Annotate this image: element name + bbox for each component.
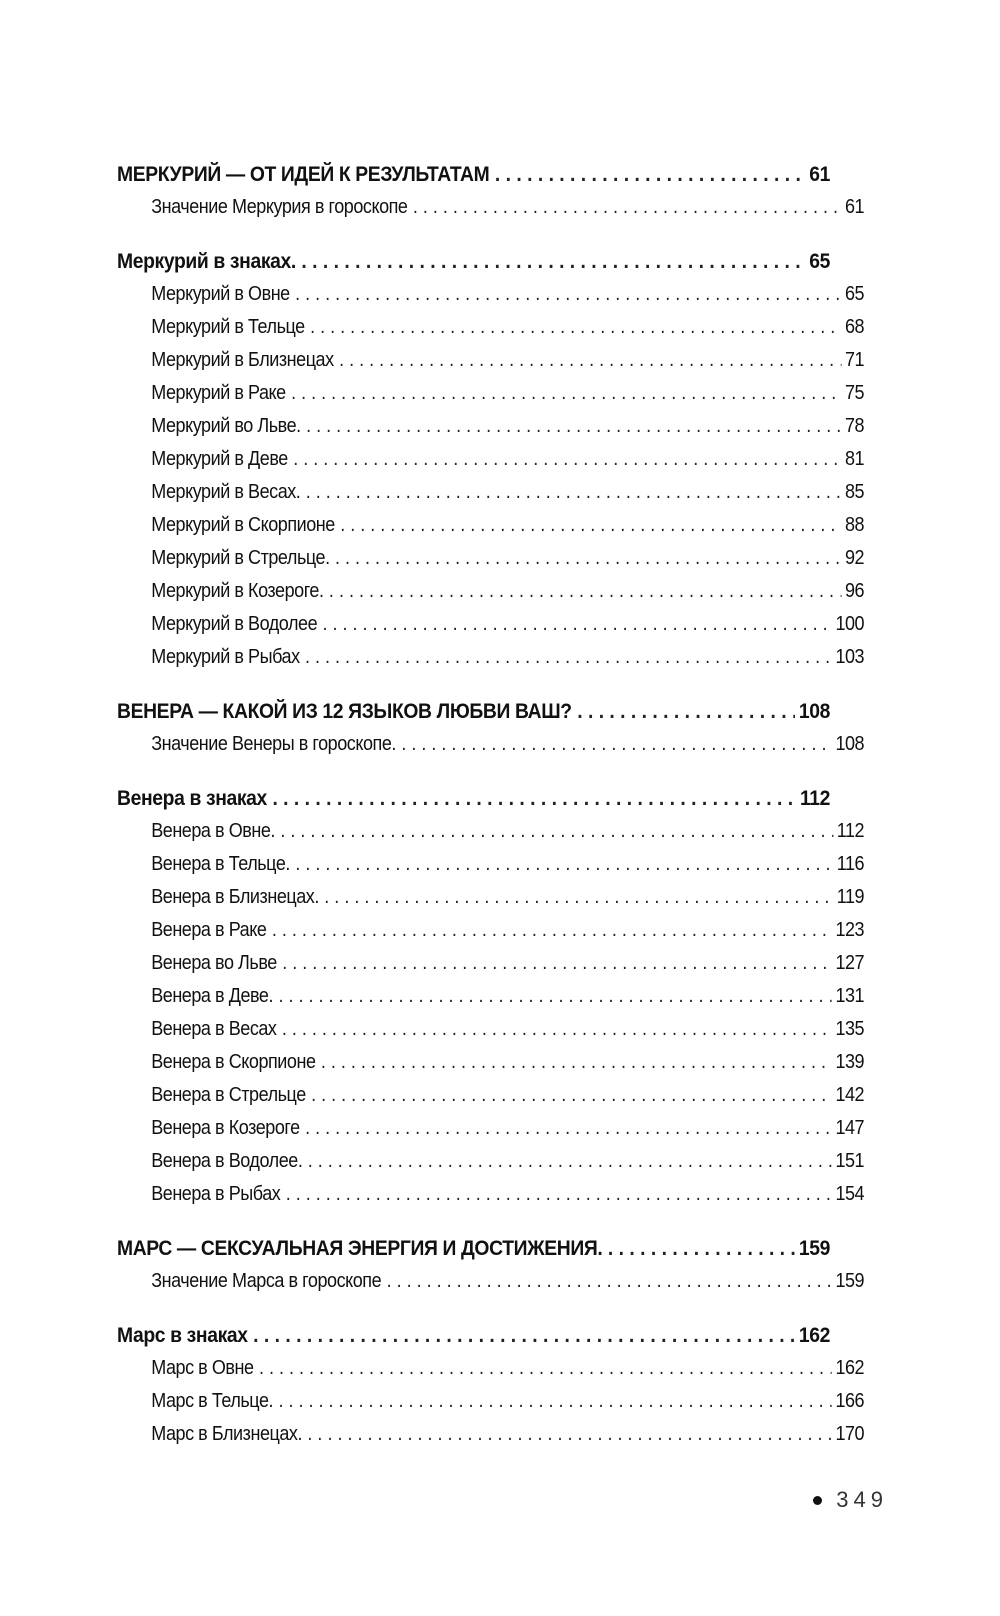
toc-item-page: 71 [845, 349, 865, 371]
toc-item-title: Значение Марса в гороскопе [151, 1270, 382, 1292]
toc-item [117, 278, 864, 311]
toc-item-title: Меркурий в Рыбах [151, 646, 300, 668]
dot-leader [278, 980, 831, 1013]
toc-item [117, 608, 864, 641]
toc-section [117, 1232, 865, 1298]
toc-item-page: 162 [835, 1357, 865, 1379]
dot-leader [282, 1013, 832, 1046]
dot-leader [329, 575, 841, 608]
toc-item-page: 85 [845, 481, 865, 503]
toc-item-title: Венера в Тельце. [151, 853, 290, 875]
toc-item-title: Венера во Льве [151, 952, 277, 974]
dot-leader [608, 1232, 795, 1265]
toc-item-title: Венера в Водолее. [151, 1150, 303, 1172]
toc-item [117, 1178, 864, 1211]
toc-item-page: 119 [836, 886, 865, 908]
toc-heading-title: МЕРКУРИЙ — ОТ ИДЕЙ К РЕЗУЛЬТАТАМ [117, 163, 490, 186]
toc-item-page: 151 [835, 1150, 865, 1172]
toc-item [117, 728, 864, 761]
toc-item [117, 1385, 864, 1418]
toc-section [117, 782, 865, 1211]
toc-item [117, 509, 864, 542]
toc-section [117, 695, 865, 761]
page-number [813, 1487, 888, 1513]
dot-leader [495, 158, 806, 191]
toc-item-title: Венера в Деве. [151, 985, 274, 1007]
toc-item [117, 410, 864, 443]
dot-leader [293, 443, 841, 476]
dot-leader [321, 1046, 832, 1079]
dot-leader [286, 1178, 832, 1211]
toc-item-page: 78 [845, 415, 865, 437]
toc-heading-title: ВЕНЕРА — КАКОЙ ИЗ 12 ЯЗЫКОВ ЛЮБВИ ВАШ? [117, 700, 572, 723]
toc-heading [117, 782, 830, 815]
toc-item-title: Венера в Близнецах. [151, 886, 319, 908]
toc-heading-page: 61 [809, 163, 831, 186]
dot-leader [311, 1079, 832, 1112]
toc-item-page: 108 [835, 733, 865, 755]
toc-item [117, 377, 864, 410]
toc-item-title: Марс в Овне [151, 1357, 254, 1379]
toc-item-title: Меркурий в Овне [151, 283, 290, 305]
dot-leader [324, 881, 833, 914]
toc-item-title: Венера в Стрельце [151, 1084, 306, 1106]
toc-item [117, 1145, 864, 1178]
dot-leader [291, 377, 841, 410]
toc-item-title: Венера в Скорпионе [151, 1051, 316, 1073]
dot-leader [272, 782, 796, 815]
toc-item-title: Меркурий в Деве [151, 448, 288, 470]
toc-item [117, 1418, 864, 1451]
toc-item [117, 1046, 864, 1079]
toc-item-page: 131 [835, 985, 865, 1007]
toc-heading-title: МАРС — СЕКСУАЛЬНАЯ ЭНЕРГИЯ И ДОСТИЖЕНИЯ. [117, 1237, 603, 1260]
dot-leader [282, 947, 832, 980]
toc-item-page: 135 [835, 1018, 865, 1040]
toc-item-title: Значение Меркурия в гороскопе [151, 196, 408, 218]
toc-item [117, 1079, 864, 1112]
toc-heading-title: Венера в знаках [117, 787, 267, 810]
toc-heading-page: 162 [798, 1324, 831, 1347]
toc-item-page: 96 [845, 580, 865, 602]
toc-item [117, 1265, 864, 1298]
dot-leader [310, 311, 841, 344]
toc-item-title: Значение Венеры в гороскопе. [151, 733, 396, 755]
toc-item-page: 166 [835, 1390, 865, 1412]
toc-heading [117, 695, 830, 728]
dot-leader [339, 344, 841, 377]
toc-heading-title: Марс в знаках [117, 1324, 248, 1347]
toc-item-title: Меркурий в Козероге. [151, 580, 324, 602]
toc-item-page: 127 [835, 952, 865, 974]
toc-heading [117, 1319, 830, 1352]
dot-leader [401, 728, 831, 761]
toc-item-page: 68 [845, 316, 865, 338]
toc-item-page: 65 [845, 283, 865, 305]
toc-item-page: 139 [835, 1051, 865, 1073]
toc-item-title: Меркурий в Раке [151, 382, 286, 404]
toc-item-page: 159 [835, 1270, 865, 1292]
dot-leader [306, 476, 842, 509]
toc-item [117, 476, 864, 509]
toc-item [117, 443, 864, 476]
dot-leader [305, 641, 832, 674]
toc-heading-page: 108 [798, 700, 831, 723]
toc-item-page: 103 [835, 646, 865, 668]
toc-item [117, 1013, 864, 1046]
dot-leader [335, 542, 841, 575]
toc-section [117, 1319, 865, 1451]
toc-section [117, 245, 865, 674]
dot-leader [307, 1418, 831, 1451]
toc-item [117, 881, 864, 914]
toc-item-title: Венера в Рыбах [151, 1183, 281, 1205]
toc-item-page: 81 [845, 448, 865, 470]
page-number-text: 349 [836, 1487, 888, 1512]
toc-item-title: Меркурий в Стрельце. [151, 547, 330, 569]
dot-leader [280, 815, 833, 848]
toc-item-page: 154 [835, 1183, 865, 1205]
toc-item [117, 914, 864, 947]
toc-item [117, 815, 864, 848]
toc-item-title: Венера в Весах [151, 1018, 277, 1040]
dot-leader [272, 914, 832, 947]
dot-leader [387, 1265, 832, 1298]
toc-item [117, 575, 864, 608]
toc-item [117, 344, 864, 377]
dot-leader [340, 509, 841, 542]
dot-leader [295, 278, 841, 311]
toc-item-page: 61 [845, 196, 865, 218]
toc-item-page: 142 [835, 1084, 865, 1106]
toc-item-title: Меркурий во Льве. [151, 415, 301, 437]
toc-item-title: Меркурий в Весах. [151, 481, 301, 503]
toc-item-title: Венера в Овне. [151, 820, 275, 842]
toc-item-title: Меркурий в Тельце [151, 316, 305, 338]
toc-item-page: 112 [836, 820, 865, 842]
dot-leader [278, 1385, 831, 1418]
toc-heading [117, 1232, 830, 1265]
toc-item-title: Меркурий в Близнецах [151, 349, 334, 371]
toc-item [117, 641, 864, 674]
toc-heading-title: Меркурий в знаках. [117, 250, 296, 273]
dot-leader [577, 695, 795, 728]
bullet-icon [813, 1496, 822, 1505]
dot-leader [306, 410, 841, 443]
dot-leader [253, 1319, 795, 1352]
toc-item [117, 1112, 864, 1145]
toc-item [117, 848, 864, 881]
toc-item [117, 980, 864, 1013]
toc-item-title: Венера в Козероге [151, 1117, 300, 1139]
toc-item [117, 311, 864, 344]
toc-item-page: 147 [835, 1117, 865, 1139]
toc-item-title: Меркурий в Водолее [151, 613, 318, 635]
toc-section [117, 158, 865, 224]
toc-item-page: 75 [845, 382, 865, 404]
toc-heading [117, 158, 830, 191]
toc-item-title: Марс в Тельце. [151, 1390, 274, 1412]
toc-item-page: 88 [845, 514, 865, 536]
dot-leader [305, 1112, 832, 1145]
dot-leader [308, 1145, 832, 1178]
dot-leader [259, 1352, 832, 1385]
toc-item-page: 100 [835, 613, 865, 635]
toc-item-page: 116 [836, 853, 865, 875]
table-of-contents [117, 158, 865, 1451]
toc-item [117, 1352, 864, 1385]
toc-item-page: 92 [845, 547, 865, 569]
dot-leader [413, 191, 841, 224]
toc-item-title: Меркурий в Скорпионе [151, 514, 335, 536]
toc-item-page: 170 [835, 1423, 865, 1445]
toc-item [117, 542, 864, 575]
toc-item-page: 123 [835, 919, 865, 941]
toc-heading-page: 159 [798, 1237, 831, 1260]
toc-item [117, 947, 864, 980]
toc-heading-page: 112 [799, 787, 831, 810]
dot-leader [323, 608, 832, 641]
toc-heading-page: 65 [809, 250, 831, 273]
dot-leader [295, 848, 833, 881]
toc-item-title: Марс в Близнецах. [151, 1423, 303, 1445]
toc-item-title: Венера в Раке [151, 919, 267, 941]
toc-heading [117, 245, 830, 278]
dot-leader [301, 245, 805, 278]
toc-item [117, 191, 864, 224]
